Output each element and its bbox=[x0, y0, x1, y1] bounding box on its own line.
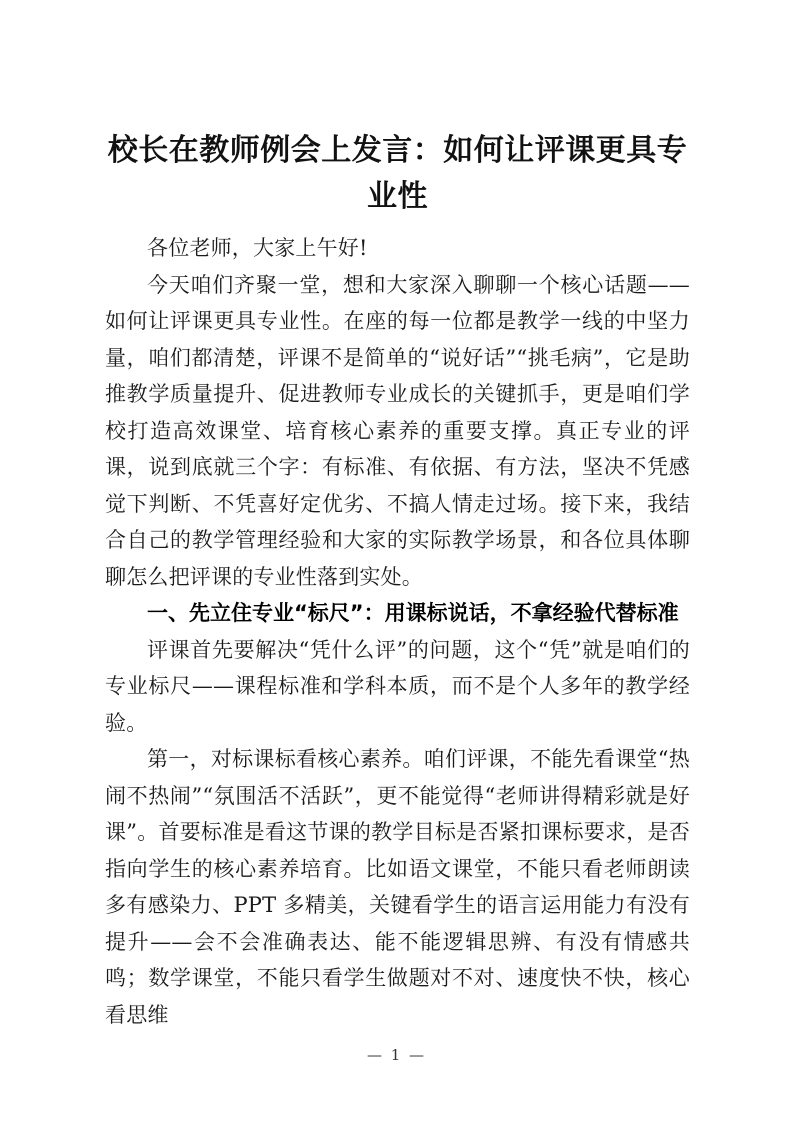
document-body bbox=[105, 230, 690, 1033]
paragraph-standard-basis: 评课首先要解决“凭什么评”的问题，这个“凭”就是咱们的专业标尺——课程标准和学科本质，而不是个人多年的教学经验。 bbox=[105, 637, 690, 735]
paragraph-greeting: 各位老师，大家上午好! bbox=[147, 236, 368, 260]
page-title: 校长在教师例会上发言：如何让评课更具专业性 bbox=[107, 133, 688, 215]
paragraph-introduction: 今天咱们齐聚一堂，想和大家深入聊聊一个核心话题——如何让评课更具专业性。在座的每一位都是教学一线的中坚力量，咱们都清楚，评课不是简单的“说好话”“挑毛病”，它是助推教学质量提升、促进教师专业成长的关键抓手，更是咱们学校打造高效课堂、培育核心素养的重要支撑。真正专业的评课，说到底就三个字：有标准、有依据、有方法，坚决不凭感觉下判断、不凭喜好定优劣、不搞人情走过场。接下来，我结合自己的教学管理经验和大家的实际教学场景，和各位具体聊聊怎么把评课的专业性落到实处。 bbox=[105, 272, 690, 589]
page-number-footer: — 1 — bbox=[366, 1046, 427, 1064]
section-heading-one: 一、先立住专业“标尺”：用课标说话，不拿经验代替标准 bbox=[147, 601, 679, 625]
paragraph-point-one: 第一，对标课标看核心素养。咱们评课，不能先看课堂“热闹不热闹”“氛围活不活跃”，更不能觉得“老师讲得精彩就是好课”。首要标准是看这节课的教学目标是否紧扣课标要求，是否指向学生的核心素养培育。比如语文课堂，不能只看老师朗读多有感染力、PPT 多精美，关键看学生的语言运用能力有没有提升——会不会准确表达、能不能逻辑思辨、有没有情感共鸣；数学课堂，不能只看学生做题对不对、速度快不快，核心看思维 bbox=[105, 747, 690, 1027]
